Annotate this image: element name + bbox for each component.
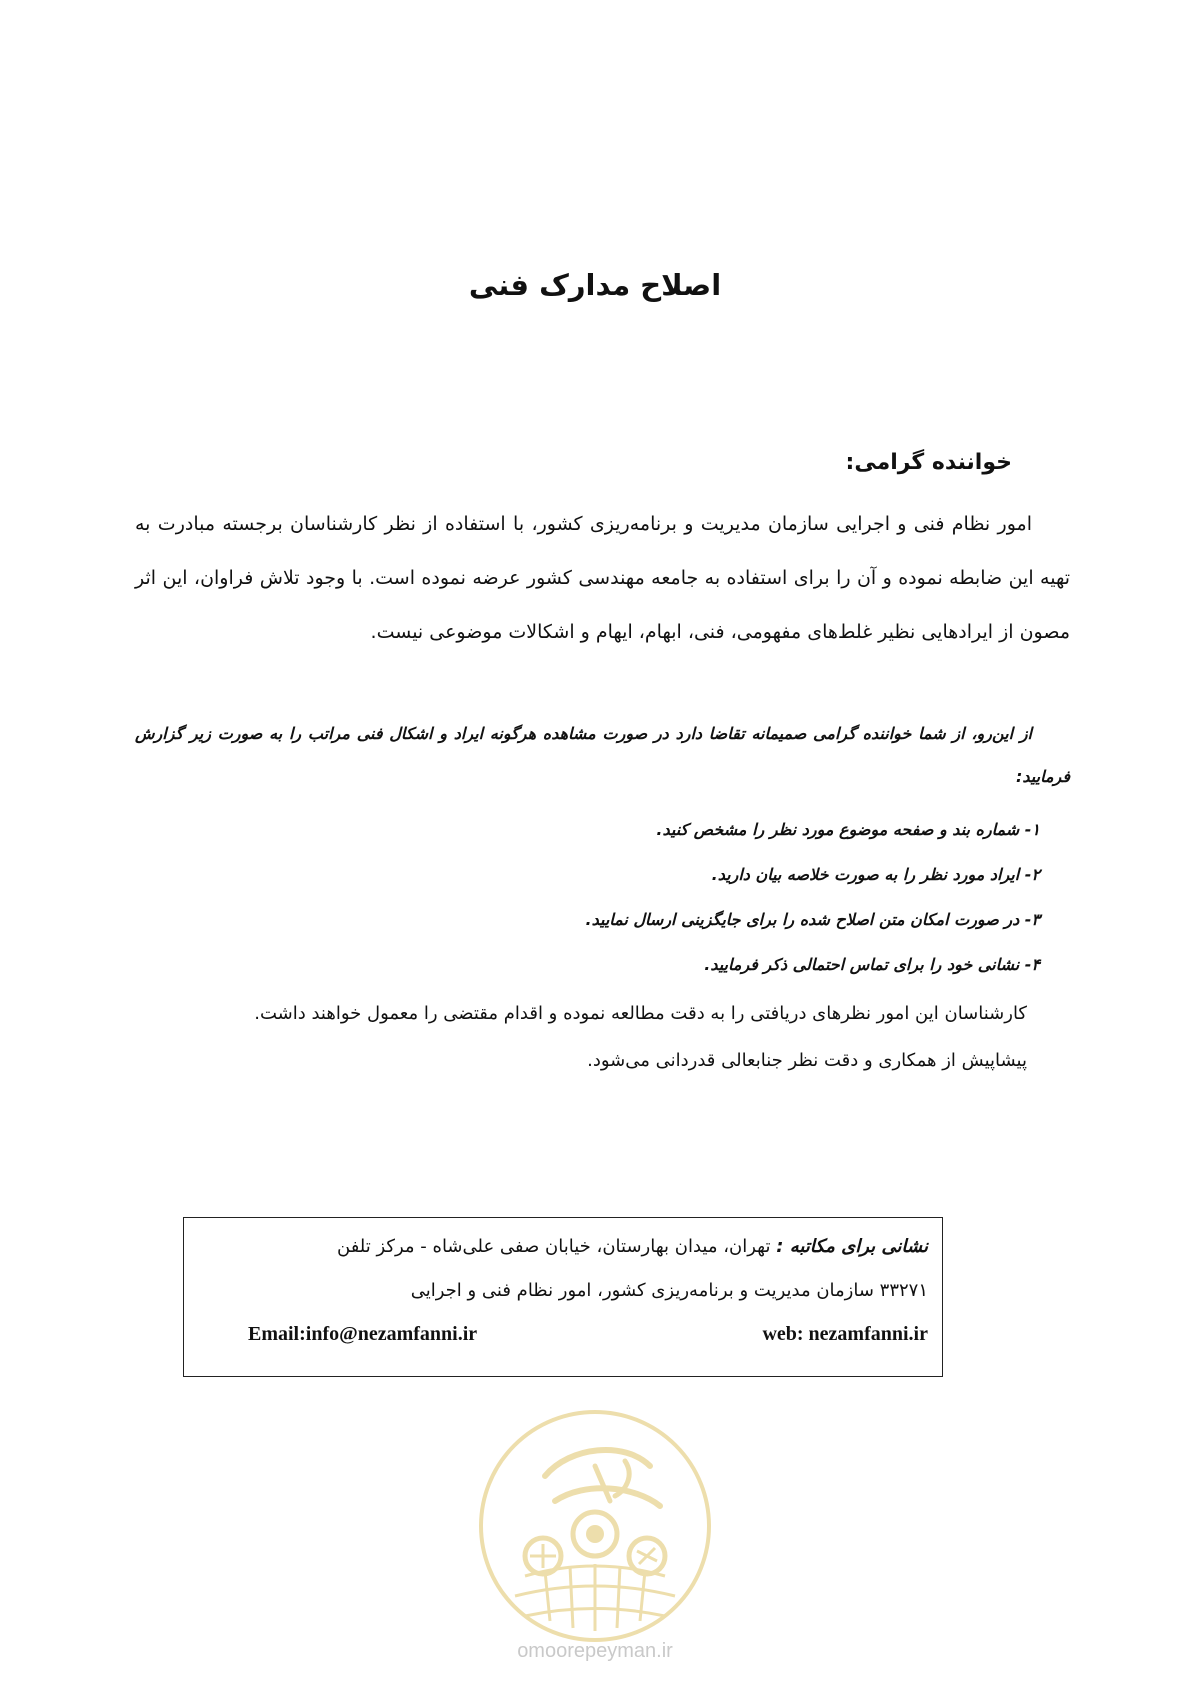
omoorepeyman-seal-icon	[475, 1406, 715, 1646]
contact-organization-line: ۳۳۲۷۱ سازمان مدیریت و برنامه‌ریزی کشور، امور نظام فنی و اجرایی	[410, 1280, 928, 1301]
instruction-item: ۴- نشانی خود را برای تماس احتمالی ذکر فرمایید.	[704, 955, 1040, 974]
greeting-heading: خواننده گرامی:	[845, 450, 1012, 475]
request-paragraph	[135, 712, 1070, 798]
instruction-item: ۳- در صورت امکان متن اصلاح شده را برای جایگزینی ارسال نمایید.	[585, 910, 1040, 929]
address-label: نشانی برای مکاتبه :	[776, 1236, 928, 1257]
email-link[interactable]: Email:info@nezamfanni.ir	[248, 1323, 478, 1345]
watermark-url: omoorepeyman.ir	[517, 1640, 673, 1662]
instruction-list	[135, 807, 1040, 987]
contact-address-line	[337, 1236, 928, 1257]
closing-line: پیشاپیش از همکاری و دقت نظر جنابعالی قدردانی می‌شود.	[587, 1050, 1027, 1071]
contact-box	[183, 1217, 943, 1377]
instruction-item: ۲- ایراد مورد نظر را به صورت خلاصه بیان دارید.	[711, 865, 1040, 884]
intro-paragraph	[135, 497, 1070, 659]
request-text: از این‌رو، از شما خواننده گرامی صمیمانه تقاضا دارد در صورت مشاهده هرگونه ایراد و اشکال فنی مراتب را به صورت زیر گزارش فرمایید:	[135, 724, 1070, 786]
intro-text: امور نظام فنی و اجرایی سازمان مدیریت و برنامه‌ریزی کشور، با استفاده از نظر کارشناسان برجسته مبادرت به تهیه این ضابطه نموده و آن را برای استفاده به جامعه مهندسی کشور عرضه نموده است. با وجود تلاش فراوان، این اثر مصون از ایرادهایی نظیر غلط‌های مفهومی، فنی، ابهام، ایهام و اشکالات موضوعی نیست.	[135, 513, 1070, 643]
instruction-item: ۱- شماره بند و صفحه موضوع مورد نظر را مشخص کنید.	[656, 820, 1040, 839]
website-link[interactable]: web: nezamfanni.ir	[762, 1323, 928, 1345]
page-title: اصلاح مدارک فنی	[468, 268, 722, 302]
address-text: تهران، میدان بهارستان، خیابان صفی علی‌شاه - مرکز تلفن	[337, 1236, 771, 1257]
closing-line: کارشناسان این امور نظرهای دریافتی را به دقت مطالعه نموده و اقدام مقتضی را معمول خواهند داشت.	[254, 1003, 1027, 1024]
closing-paragraph	[147, 990, 1027, 1084]
